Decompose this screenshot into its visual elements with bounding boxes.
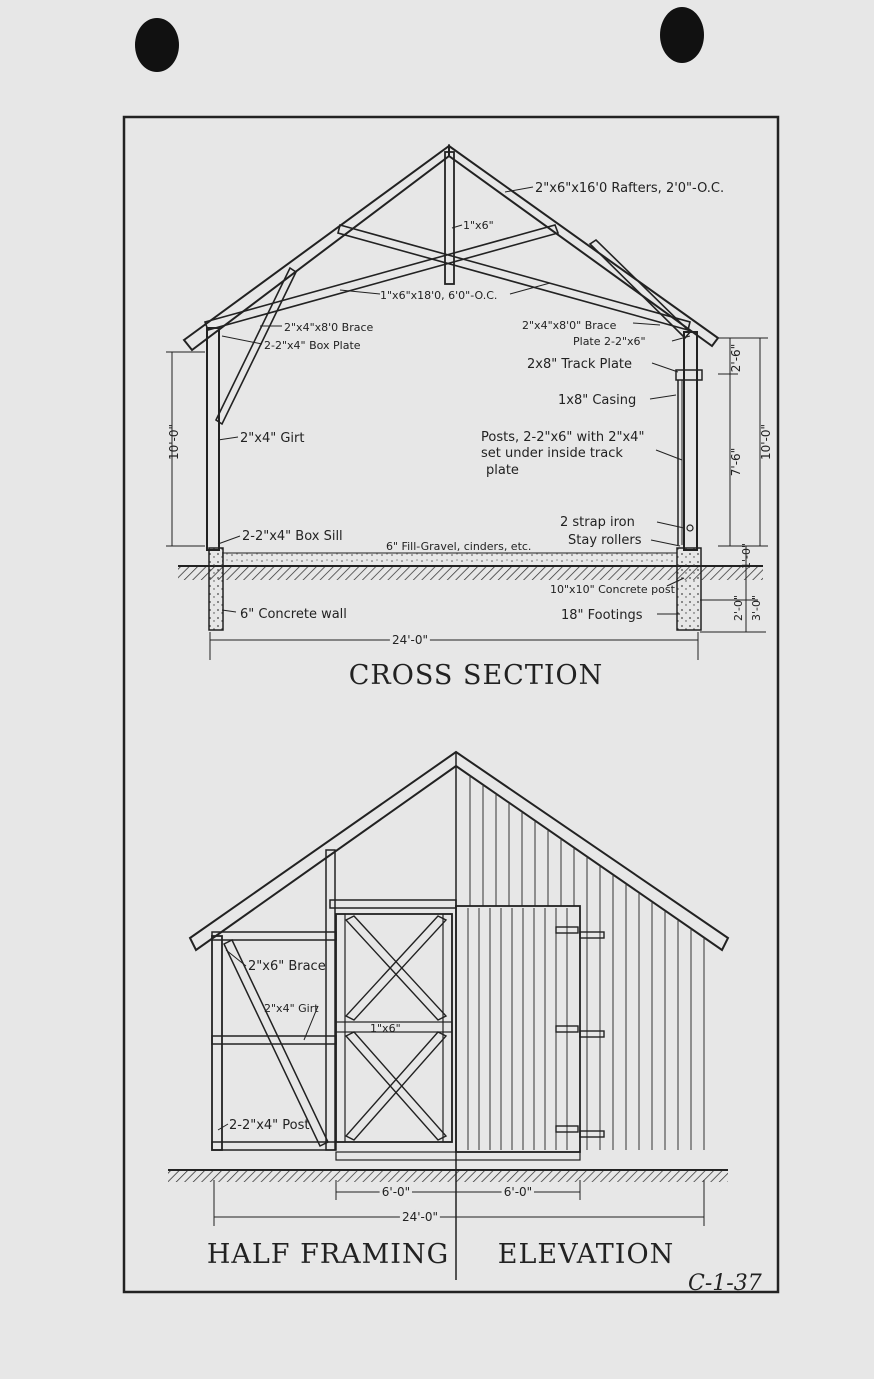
dim-left-height-label: 10'-0" xyxy=(167,423,181,461)
label-concrete-post: 10"x10" Concrete post xyxy=(550,583,675,596)
left-post xyxy=(207,328,219,550)
label-girt: 2"x4" Girt xyxy=(240,431,305,446)
label-brace-left: 2"x4"x8'0 Brace xyxy=(284,321,374,334)
door-stile-right xyxy=(443,914,452,1142)
label-elev-girt: 2"x4" Girt xyxy=(264,1002,319,1015)
dim-right-top: 2'-6" xyxy=(729,343,743,373)
concrete-post xyxy=(677,548,701,630)
label-king: 1"x6" xyxy=(463,219,494,232)
label-collar: 1"x6"x18'0, 6'0"-O.C. xyxy=(380,289,498,302)
concrete-wall xyxy=(209,548,223,630)
sheet-number: C-1-37 xyxy=(688,1271,762,1296)
dim-span xyxy=(210,632,698,660)
dim-right-mid: 7'-6" xyxy=(729,447,743,477)
right-post xyxy=(684,332,697,550)
label-elev-post: 2-2"x4" Post xyxy=(229,1118,310,1133)
left-rafter xyxy=(184,146,449,350)
label-fill: 6" Fill-Gravel, cinders, etc. xyxy=(386,540,532,553)
dim-footing-a: 2'-0" xyxy=(732,594,745,622)
label-box-sill: 2-2"x4" Box Sill xyxy=(242,529,343,544)
elevation-dimensions xyxy=(214,1180,704,1226)
door-header xyxy=(330,900,456,908)
girt-upper xyxy=(212,1036,336,1044)
elevation-drawing xyxy=(168,752,728,1280)
elevation-title: ELEVATION xyxy=(497,1239,675,1270)
dim-door-right: 6'-0" xyxy=(503,1185,533,1199)
dim-right-stack xyxy=(700,338,773,632)
label-elev-brace: 2"x6" Brace xyxy=(248,959,326,974)
door-leaf-boarded xyxy=(456,906,580,1152)
door-boards xyxy=(468,908,567,1150)
label-footings: 18" Footings xyxy=(561,608,643,623)
label-box-plate: 2-2"x4" Box Plate xyxy=(264,339,361,352)
collar-tie-b xyxy=(338,225,690,330)
left-wall-post xyxy=(212,936,222,1150)
top-plate xyxy=(212,932,336,940)
collar-tie-a xyxy=(205,225,558,330)
label-posts-2: set under inside track xyxy=(481,446,623,461)
label-posts-1: Posts, 2-2"x6" with 2"x4" xyxy=(481,430,645,445)
label-rafters: 2"x6"x16'0 Rafters, 2'0"-O.C. xyxy=(535,181,725,196)
elevation-ground-hatch xyxy=(168,1170,728,1182)
dim-left-height xyxy=(166,352,205,546)
vertical-siding xyxy=(470,776,704,1150)
door-stile-left xyxy=(336,914,345,1142)
label-casing: 1x8" Casing xyxy=(558,393,637,408)
label-track-plate: 2x8" Track Plate xyxy=(527,357,633,372)
dim-right-base: 1'-0" xyxy=(740,542,753,570)
threshold xyxy=(336,1152,580,1160)
right-rafter xyxy=(449,146,718,346)
ground-hatch xyxy=(178,566,763,580)
dim-footing-b: 3'-0" xyxy=(750,594,763,622)
label-wall: 6" Concrete wall xyxy=(240,607,347,622)
dim-right-total: 10'-0" xyxy=(759,423,773,461)
dim-total: 24'-0" xyxy=(401,1210,439,1224)
label-elev-rail: 1"x6" xyxy=(370,1022,401,1035)
roof-outline xyxy=(190,752,728,950)
punch-hole-left xyxy=(135,18,179,72)
half-framing-title: HALF FRAMING xyxy=(206,1239,450,1270)
label-plate-right: Plate 2-2"x6" xyxy=(573,335,646,348)
dim-door-left: 6'-0" xyxy=(381,1185,411,1199)
cross-section-title: CROSS SECTION xyxy=(348,660,604,691)
gravel-fill xyxy=(222,553,677,566)
door-frame-post xyxy=(326,850,335,1150)
cross-section xyxy=(166,146,773,691)
sill xyxy=(212,1142,336,1150)
label-strap-2: Stay rollers xyxy=(568,533,642,548)
dim-span-label: 24'-0" xyxy=(391,633,429,647)
track-plate xyxy=(676,370,702,380)
label-brace-right: 2"x4"x8'0" Brace xyxy=(522,319,617,332)
label-posts-3: plate xyxy=(486,463,519,478)
label-strap-1: 2 strap iron xyxy=(560,515,635,530)
punch-hole-right xyxy=(660,7,704,63)
